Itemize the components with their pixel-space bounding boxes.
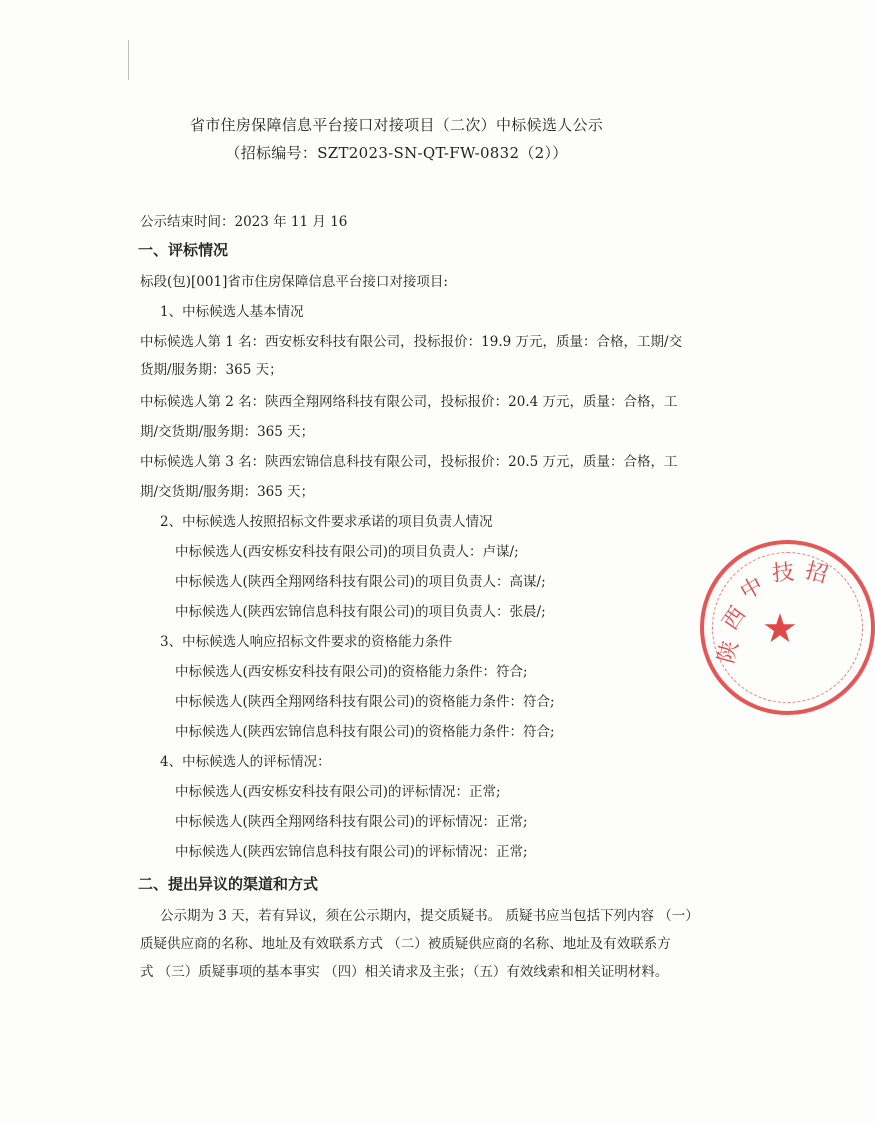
seal-char: 西 xyxy=(718,602,752,635)
candidate-line: 期/交货期/服务期：365 天； xyxy=(140,484,315,500)
candidate-line: 中标候选人第 2 名：陕西全翔网络科技有限公司，投标报价：20.4 万元，质量：合格，工 xyxy=(140,394,678,410)
evaluation-line: 中标候选人(西安栎安科技有限公司)的评标情况：正常; xyxy=(175,784,501,800)
subsection-heading: 2、中标候选人按照招标文件要求承诺的项目负责人情况 xyxy=(160,514,493,530)
leader-line: 中标候选人(西安栎安科技有限公司)的项目负责人：卢谋/; xyxy=(175,544,519,560)
qualification-line: 中标候选人(陕西宏锦信息科技有限公司)的资格能力条件：符合; xyxy=(175,724,555,740)
page-title: 省市住房保障信息平台接口对接项目（二次）中标候选人公示 xyxy=(189,116,604,134)
subsection-heading: 4、中标候选人的评标情况： xyxy=(160,754,331,770)
scan-artifact xyxy=(128,40,129,80)
candidate-line: 中标候选人第 1 名：西安栎安科技有限公司，投标报价：19.9 万元，质量：合格，工期/交 xyxy=(140,334,683,350)
candidate-line: 中标候选人第 3 名：陕西宏锦信息科技有限公司，投标报价：20.5 万元，质量：合格，工 xyxy=(140,454,678,470)
lot-line: 标段(包)[001]省市住房保障信息平台接口对接项目: xyxy=(140,274,448,290)
seal-char: 招 xyxy=(802,558,831,589)
star-icon: ★ xyxy=(762,606,798,652)
end-time: 公示结束时间：2023 年 11 月 16 xyxy=(140,214,348,230)
candidate-line: 期/交货期/服务期：365 天； xyxy=(140,424,315,440)
section-heading: 二、提出异议的渠道和方式 xyxy=(138,875,319,893)
candidate-line: 货期/服务期：365 天； xyxy=(140,362,283,378)
subsection-heading: 1、中标候选人基本情况 xyxy=(160,304,304,320)
objection-line: 质疑供应商的名称、地址及有效联系方式 （二）被质疑供应商的名称、地址及有效联系方 xyxy=(140,936,671,952)
evaluation-line: 中标候选人(陕西全翔网络科技有限公司)的评标情况：正常; xyxy=(175,814,528,830)
qualification-line: 中标候选人(陕西全翔网络科技有限公司)的资格能力条件：符合; xyxy=(175,694,555,710)
evaluation-line: 中标候选人(陕西宏锦信息科技有限公司)的评标情况：正常; xyxy=(175,844,528,860)
seal-char: 中 xyxy=(736,572,768,606)
qualification-line: 中标候选人(西安栎安科技有限公司)的资格能力条件：符合; xyxy=(175,664,528,680)
section-heading: 一、评标情况 xyxy=(138,241,229,259)
objection-line: 式 （三）质疑事项的基本事实 （四）相关请求及主张；（五）有效线索和相关证明材料。 xyxy=(140,964,669,980)
seal-char: 技 xyxy=(771,560,796,587)
objection-line: 公示期为 3 天，若有异议，须在公示期内，提交质疑书。 质疑书应当包括下列内容 （一） xyxy=(160,908,699,924)
subsection-heading: 3、中标候选人响应招标文件要求的资格能力条件 xyxy=(160,634,453,650)
leader-line: 中标候选人(陕西宏锦信息科技有限公司)的项目负责人：张晨/; xyxy=(175,604,546,620)
page-subtitle: （招标编号：SZT2023-SN-QT-FW-0832（2）） xyxy=(225,144,568,162)
leader-line: 中标候选人(陕西全翔网络科技有限公司)的项目负责人：高谋/; xyxy=(175,574,546,590)
company-seal xyxy=(700,540,875,715)
seal-char: 陕 xyxy=(714,638,744,666)
